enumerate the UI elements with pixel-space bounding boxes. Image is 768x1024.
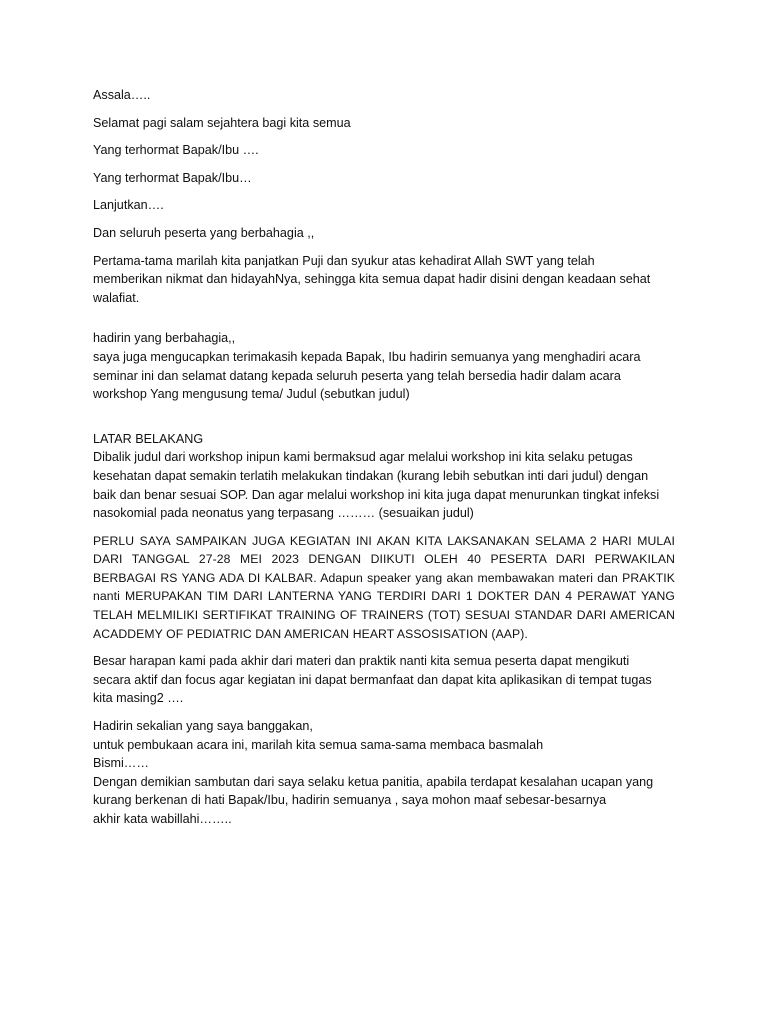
hope-paragraph [93, 652, 675, 708]
respect-text-2: Yang terhormat Bapak/Ibu… [93, 170, 252, 185]
document-body [93, 86, 675, 838]
paragraph-line: Hadirin sekalian yang saya banggakan, [93, 719, 313, 734]
salam-text: Selamat pagi salam sejahtera bagi kita semua [93, 115, 351, 130]
paragraph-line: untuk pembukaan acara ini, marilah kita semua sama-sama membaca basmalah [93, 737, 544, 752]
participants-text: Dan seluruh peserta yang berbahagia ,, [93, 225, 315, 240]
respect-line-1 [93, 141, 675, 160]
greeting [93, 86, 675, 105]
paragraph-line: kita masing2 …. [93, 691, 184, 706]
paragraph-line: saya juga mengucapkan terimakasih kepada Bapak, Ibu hadirin semuanya yang menghadiri acara [93, 349, 641, 364]
paragraph-line: workshop Yang mengusung tema/ Judul (sebutkan judul) [93, 387, 410, 402]
paragraph-line: walafiat. [93, 290, 140, 305]
paragraph-line: Besar harapan kami pada akhir dari materi dan praktik nanti kita semua peserta dapat mengikuti [93, 654, 630, 669]
closing-paragraph [93, 717, 675, 829]
gratitude-paragraph [93, 252, 675, 308]
respect-text-1: Yang terhormat Bapak/Ibu …. [93, 143, 259, 158]
paragraph-line: seminar ini dan selamat datang kepada seluruh peserta yang telah bersedia hadir dalam acara [93, 368, 621, 383]
paragraph-line: memberikan nikmat dan hidayahNya, sehingga kita semua dapat hadir disini dengan keadaan sehat [93, 272, 651, 287]
paragraph-line: kurang berkenan di hati Bapak/Ibu, hadirin semuanya , saya mohon maaf sebesar-besarnya [93, 793, 607, 808]
paragraph-line: kesehatan dapat semakin terlatih melakukan tindakan (kurang lebih sebutkan inti dari judul) dengan [93, 468, 649, 483]
thanks-paragraph [93, 329, 675, 403]
continue-text: Lanjutkan…. [93, 198, 164, 213]
paragraph-line: Bismi…… [93, 756, 149, 771]
paragraph-line: Dengan demikian sambutan dari saya selaku ketua panitia, apabila terdapat kesalahan ucapan yang [93, 774, 654, 789]
participants-line [93, 224, 675, 243]
paragraph-line: secara aktif dan focus agar kegiatan ini dapat bermanfaat dan dapat kita aplikasikan di tempat tugas [93, 672, 652, 687]
paragraph-line: hadirin yang berbahagia,, [93, 331, 236, 346]
paragraph-line: nasokomial pada neonatus yang terpasang ……… (sesuaikan judul) [93, 506, 474, 521]
section-heading: LATAR BELAKANG [93, 431, 204, 446]
paragraph-line: Dibalik judul dari workshop inipun kami bermaksud agar melalui workshop ini kita selaku petugas [93, 450, 633, 465]
greeting-text: Assala….. [93, 88, 151, 102]
salam-paragraph [93, 114, 675, 133]
continue-line [93, 196, 675, 215]
paragraph-line: akhir kata wabillahi…….. [93, 812, 232, 826]
announcement-paragraph: PERLU SAYA SAMPAIKAN JUGA KEGIATAN INI AKAN KITA LAKSANAKAN SELAMA 2 HARI MULAI DARI TANGGAL 27-28 MEI 2023 DENGAN DIIKUTI OLEH 40 PESERTA DARI PERWAKILAN BERBAGAI RS YANG ADA DI KALBAR. Adapun speaker yang akan membawakan materi dan PRAKTIK nanti MERUPAKAN TIM DARI LANTERNA YANG TERDIRI DARI 1 DOKTER DAN 4 PERAWAT YANG TELAH MELMILIKI SERTIFIKAT TRAINING OF TRAINERS (TOT) SESUAI STANDAR DARI AMERICAN ACADDEMY OF PEDIATRIC DAN AMERICAN HEART ASSOSISATION (AAP). [93, 533, 675, 641]
respect-line-2 [93, 169, 675, 188]
background-paragraph [93, 430, 675, 523]
paragraph-line: Pertama-tama marilah kita panjatkan Puji dan syukur atas kehadirat Allah SWT yang telah [93, 253, 595, 268]
paragraph-line: baik dan benar sesuai SOP. Dan agar melalui workshop ini kita juga dapat menurunkan tingkat infeksi [93, 487, 660, 502]
